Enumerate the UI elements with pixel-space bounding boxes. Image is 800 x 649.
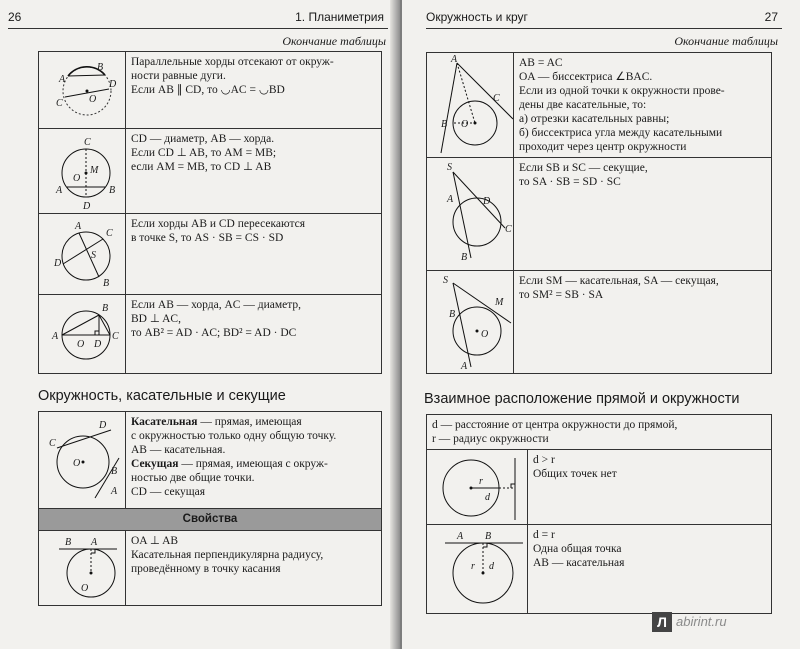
case-condition: d = r (533, 529, 555, 541)
svg-text:S: S (91, 250, 96, 261)
svg-text:M: M (90, 165, 99, 176)
svg-text:O: O (461, 119, 469, 130)
svg-text:B: B (103, 278, 110, 289)
left-section-title: Окружность, касательные и секущие (38, 388, 286, 404)
svg-text:r: r (479, 476, 483, 487)
right-continuation-note: Окончание таблицы (674, 34, 778, 48)
definition-line: d — расстояние от центра окружности до прямой, (432, 419, 678, 431)
tangent-radius-figure (39, 531, 126, 606)
right-page (402, 0, 800, 649)
svg-text:S: S (443, 275, 448, 286)
two-tangents-figure (427, 53, 514, 158)
tangent-definition: — прямая, имеющая (197, 416, 302, 428)
table-row (39, 531, 382, 606)
svg-text:A: A (91, 537, 98, 548)
table-row (427, 158, 772, 271)
svg-text:A: A (59, 74, 66, 85)
row-text-line: а) отрезки касательных равны; (519, 113, 670, 125)
row-text-line: Параллельные хорды отсекают от окруж- (131, 56, 334, 68)
row-text-line: проходит через центр окружности (519, 141, 687, 153)
right-chapter-title: Окружность и круг (426, 10, 528, 24)
tangent-secant-figure (39, 412, 126, 509)
row-text-line: OA — биссектриса ∠BAC. (519, 71, 653, 83)
two-secants-figure (427, 158, 514, 271)
svg-text:O: O (77, 339, 85, 350)
row-text-line: Если из одной точки к окружности прове- (519, 85, 725, 97)
svg-text:D: D (54, 258, 62, 269)
svg-text:C: C (112, 331, 119, 342)
parallel-chords-figure (39, 52, 126, 129)
svg-text:A: A (451, 54, 458, 65)
case-result: AB — касательная (533, 557, 625, 569)
svg-text:C: C (505, 224, 512, 235)
row-text-line: то SA · SB = SD · SC (519, 176, 621, 188)
row-text-line: дены две касательные, то: (519, 99, 647, 111)
svg-text:B: B (449, 309, 456, 320)
row-text-line: OA ⊥ AB (131, 535, 179, 547)
left-page-number: 26 (8, 10, 22, 24)
secant-definition: — прямая, имеющая с окруж- (178, 458, 328, 470)
svg-text:C: C (493, 93, 500, 104)
svg-text:C: C (56, 98, 63, 109)
tangent-table (38, 411, 382, 606)
right-section-title: Взаимное расположение прямой и окружности (424, 391, 740, 407)
row-text-line: AB = AC (519, 57, 563, 69)
table-row (39, 129, 382, 214)
row-text-line: в точке S, то AS · SB = CS · SD (131, 232, 284, 244)
right-triangle-chord-figure (39, 295, 126, 374)
left-page (0, 0, 398, 649)
svg-text:D: D (94, 339, 102, 350)
table-row (427, 415, 772, 450)
row-text-line: если AM = MB, то CD ⊥ AB (131, 161, 272, 173)
svg-text:M: M (495, 297, 504, 308)
svg-text:B: B (441, 119, 448, 130)
table-row (39, 412, 382, 509)
svg-text:A: A (447, 194, 454, 205)
tangent-definition-cont: с окружностью только одну общую точку. (131, 430, 337, 442)
svg-text:B: B (65, 537, 72, 548)
row-text-line: ности равные дуги. (131, 70, 226, 82)
svg-text:A: A (461, 361, 468, 372)
svg-text:O: O (73, 458, 81, 469)
svg-text:B: B (102, 303, 109, 314)
right-page-number: 27 (764, 10, 778, 24)
row-text-line: BD ⊥ AC, (131, 313, 181, 325)
row-text-line: Если SM — касательная, SA — секущая, (519, 275, 719, 287)
svg-text:D: D (483, 196, 491, 207)
tangent-term: Касательная (131, 416, 198, 428)
secant-term: Секущая (131, 458, 179, 470)
svg-text:D: D (99, 420, 107, 431)
row-text-line: б) биссектриса угла между касательными (519, 127, 723, 139)
right-theorem-table (426, 52, 772, 374)
table-row (39, 52, 382, 129)
svg-text:C: C (84, 137, 91, 148)
table-row (39, 214, 382, 295)
row-text-line: CD — диаметр, AB — хорда. (131, 133, 275, 145)
intersecting-chords-figure (39, 214, 126, 295)
tangent-example: AB — касательная. (131, 444, 226, 456)
svg-text:B: B (111, 466, 118, 477)
case-result: Общих точек нет (533, 468, 617, 480)
svg-text:B: B (461, 252, 468, 263)
svg-text:O: O (89, 94, 97, 105)
svg-text:A: A (56, 185, 63, 196)
row-text-line: Касательная перпендикулярна радиусу, (131, 549, 324, 561)
svg-text:A: A (111, 486, 118, 497)
row-text-line: Если SB и SC — секущие, (519, 162, 648, 174)
left-running-head (8, 10, 388, 29)
row-text-line: то SM² = SB · SA (519, 289, 604, 301)
svg-text:A: A (52, 331, 59, 342)
one-common-point-figure (427, 525, 528, 614)
svg-text:O: O (81, 583, 89, 594)
table-row (427, 271, 772, 374)
table-row (427, 450, 772, 525)
table-row (39, 509, 382, 531)
watermark-logo: Л (652, 612, 672, 632)
row-text-line: то AB² = AD · AC; BD² = AD · DC (131, 327, 297, 339)
right-running-head (426, 10, 782, 29)
row-text-line: проведённому в точку касания (131, 563, 281, 575)
svg-text:B: B (109, 185, 116, 196)
line-circle-table (426, 414, 772, 614)
case-result: Одна общая точка (533, 543, 622, 555)
row-text-line: Если AB — хорда, AC — диаметр, (131, 299, 301, 311)
watermark-text: abirint.ru (676, 614, 727, 629)
svg-text:d: d (489, 561, 494, 572)
svg-text:r: r (471, 561, 475, 572)
svg-text:C: C (49, 438, 56, 449)
definition-line: r — радиус окружности (432, 433, 549, 445)
table-row (427, 525, 772, 614)
case-condition: d > r (533, 454, 555, 466)
table-row (427, 53, 772, 158)
svg-text:S: S (447, 162, 452, 173)
svg-text:A: A (75, 221, 82, 232)
svg-text:O: O (481, 329, 489, 340)
svg-text:D: D (83, 201, 91, 212)
svg-text:B: B (485, 531, 492, 542)
svg-text:O: O (73, 173, 81, 184)
left-chapter-title: 1. Планиметрия (295, 10, 384, 24)
row-text-line: Если хорды AB и CD пересекаются (131, 218, 306, 230)
svg-text:d: d (485, 492, 490, 503)
svg-text:B: B (97, 62, 104, 73)
secant-definition-cont: ностью две общие точки. (131, 472, 255, 484)
left-continuation-note: Окончание таблицы (282, 34, 386, 48)
diameter-chord-figure (39, 129, 126, 214)
row-text-line: Если AB ∥ CD, то ◡AC = ◡BD (131, 84, 285, 96)
tangent-secant-point-figure (427, 271, 514, 374)
svg-text:A: A (457, 531, 464, 542)
properties-band: Свойства (39, 509, 382, 531)
left-theorem-table (38, 51, 382, 374)
no-common-points-figure (427, 450, 528, 525)
svg-text:D: D (109, 79, 117, 90)
row-text-line: Если CD ⊥ AB, то AM = MB; (131, 147, 277, 159)
table-row (39, 295, 382, 374)
secant-example: CD — секущая (131, 486, 205, 498)
svg-text:C: C (106, 228, 113, 239)
